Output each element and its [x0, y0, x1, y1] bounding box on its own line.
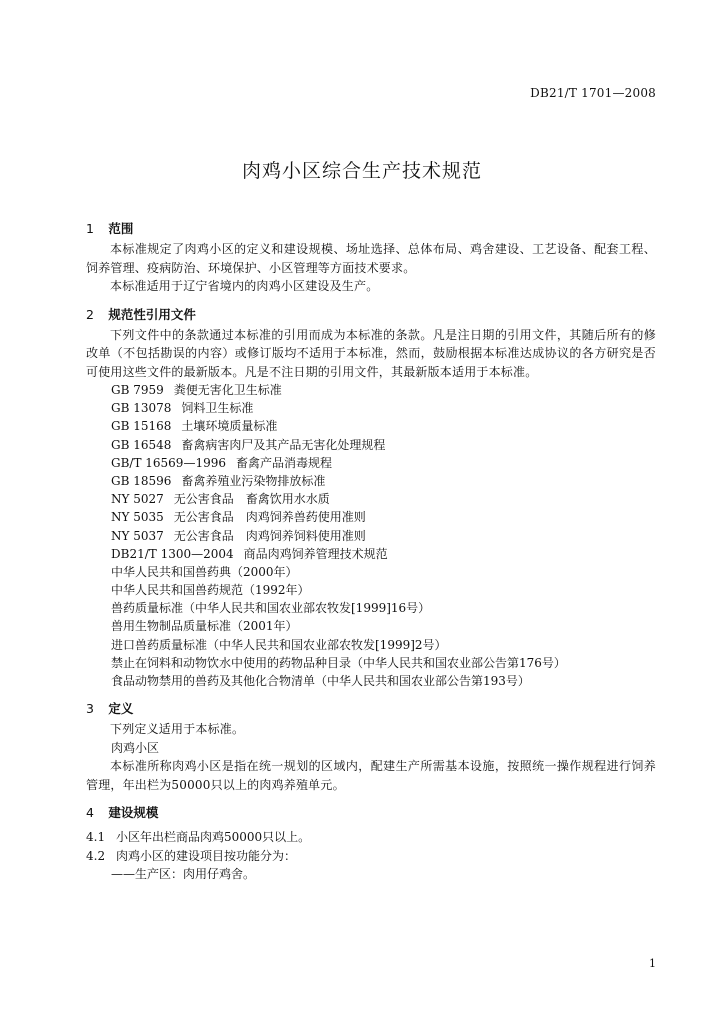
reference-code: GB/T 16569—1996: [111, 455, 226, 470]
reference-code: GB 15168: [111, 419, 172, 434]
section-number: 4: [86, 805, 94, 821]
reference-item: [86, 399, 656, 417]
reference-item: [86, 490, 656, 508]
reference-name: 无公害食品 畜禽饮用水水质: [173, 492, 330, 507]
reference-name: 中华人民共和国兽药规范（1992年）: [111, 583, 310, 598]
standard-code: DB21/T 1701—2008: [530, 86, 656, 100]
reference-item: [86, 381, 656, 399]
reference-name: 进口兽药质量标准（中华人民共和国农业部农牧发[1999]2号）: [111, 637, 447, 652]
reference-item: [86, 599, 656, 617]
reference-name: 禁止在饲料和动物饮水中使用的药物品种目录（中华人民共和国农业部公告第176号）: [111, 655, 566, 670]
scope-paragraph: 本标准规定了肉鸡小区的定义和建设规模、场址选择、总体布局、鸡舍建设、工艺设备、配套工程、饲养管理、疫病防治、环境保护、小区管理等方面技术要求。: [86, 242, 656, 275]
reference-name: 食品动物禁用的兽药及其他化合物清单（中华人民共和国农业部公告第193号）: [111, 674, 530, 688]
reference-name: 无公害食品 肉鸡饲养兽药使用准则: [173, 510, 366, 525]
reference-name: 粪便无害化卫生标准: [173, 383, 282, 397]
clause-number: 4.2: [86, 848, 106, 863]
section-number: 3: [86, 701, 94, 717]
references-intro: 下列文件中的条款通过本标准的引用而成为本标准的条款。凡是注日期的引用文件，其随后所有的修改单（不包括勘误的内容）或修订版均不适用于本标准，然而，鼓励根据本标准达成协议的各方研究是否可使用这些文件的最新版本。凡是不注日期的引用文件，其最新版本适用于本标准。: [86, 327, 656, 379]
reference-code: NY 5037: [111, 528, 164, 543]
definitions-intro: 下列定义适用于本标准。: [110, 722, 245, 737]
reference-item: [86, 527, 656, 545]
reference-name: 兽用生物制品质量标准（2001年）: [111, 619, 298, 634]
reference-code: GB 13078: [111, 401, 172, 416]
reference-name: 无公害食品 肉鸡饲养饲料使用准则: [173, 528, 366, 543]
document-title: 肉鸡小区综合生产技术规范: [241, 160, 482, 182]
section-heading-scope: [86, 218, 656, 240]
reference-item: [86, 563, 656, 581]
page-number: 1: [649, 957, 656, 970]
term-definition: 本标准所称肉鸡小区是指在统一规划的区域内，配建生产所需基本设施，按照统一操作规程进行饲养管理，年出栏为50000只以上的肉鸡养殖单元。: [86, 759, 656, 792]
clause-number: 4.1: [86, 830, 106, 845]
reference-item: [86, 672, 656, 690]
section-heading-scale: [86, 802, 656, 824]
reference-item: [86, 417, 656, 435]
document-body: [86, 218, 656, 884]
clause-text: 小区年出栏商品肉鸡50000只以上。: [116, 830, 311, 845]
clause: [86, 828, 656, 847]
reference-name: 饲料卫生标准: [181, 401, 254, 416]
section-title: 范围: [108, 221, 134, 236]
section-heading-references: [86, 304, 656, 326]
reference-name: 畜禽产品消毒规程: [235, 455, 332, 470]
scope-paragraph: 本标准适用于辽宁省境内的肉鸡小区建设及生产。: [110, 279, 379, 293]
reference-item: [86, 654, 656, 672]
section-number: 2: [86, 306, 94, 322]
reference-item: [86, 436, 656, 454]
section-title: 定义: [108, 701, 134, 717]
reference-item: [86, 454, 656, 472]
reference-item: [86, 508, 656, 526]
section-heading-definitions: [86, 698, 656, 720]
reference-code: NY 5027: [111, 492, 164, 507]
reference-code: GB 16548: [111, 437, 172, 452]
section-title: 规范性引用文件: [108, 306, 196, 322]
reference-name: 畜禽病害肉尸及其产品无害化处理规程: [181, 437, 386, 452]
section-title: 建设规模: [108, 805, 159, 821]
dash-list-item: ——生产区：肉用仔鸡舍。: [111, 867, 256, 882]
reference-code: NY 5035: [111, 510, 164, 525]
reference-code: GB 18596: [111, 473, 172, 488]
reference-name: 中华人民共和国兽药典（2000年）: [111, 564, 298, 579]
reference-item: [86, 545, 656, 563]
reference-code: DB21/T 1300—2004: [111, 546, 234, 561]
reference-item: [86, 472, 656, 490]
term-name: 肉鸡小区: [111, 740, 160, 755]
reference-code: GB 7959: [111, 383, 164, 397]
reference-name: 土壤环境质量标准: [181, 419, 278, 434]
reference-name: 兽药质量标准（中华人民共和国农业部农牧发[1999]16号）: [111, 601, 431, 616]
clause: [86, 847, 656, 866]
reference-item: [86, 617, 656, 635]
reference-item: [86, 581, 656, 599]
reference-name: 商品肉鸡饲养管理技术规范: [243, 546, 388, 561]
reference-item: [86, 636, 656, 654]
clause-text: 肉鸡小区的建设项目按功能分为：: [116, 848, 297, 863]
section-number: 1: [86, 221, 94, 236]
reference-name: 畜禽养殖业污染物排放标准: [181, 473, 326, 488]
reference-list: [86, 381, 656, 690]
